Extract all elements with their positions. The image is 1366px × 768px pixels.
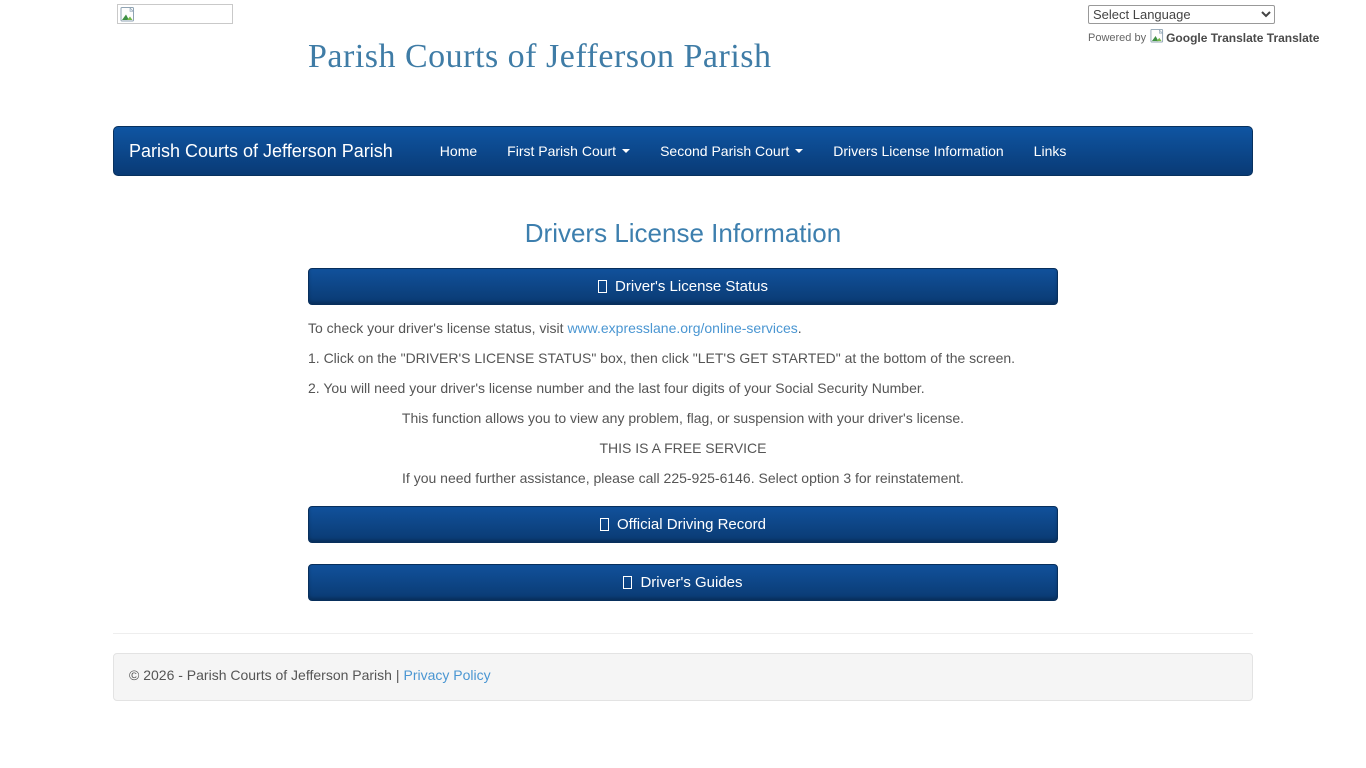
drivers-guides-button[interactable]: Driver's Guides (308, 564, 1058, 601)
nav-item-links[interactable]: Links (1033, 143, 1067, 159)
site-title: Parish Courts of Jefferson Parish (308, 38, 772, 75)
official-driving-record-button[interactable]: Official Driving Record (308, 506, 1058, 543)
nav-item-drivers-license-information[interactable]: Drivers License Information (833, 143, 1004, 159)
navbar-brand[interactable]: Parish Courts of Jefferson Parish (129, 140, 393, 161)
copyright-text: © 2026 - Parish Courts of Jefferson Parish | (129, 667, 400, 683)
google-translate-attribution-link[interactable]: Google Translate Translate (1166, 30, 1320, 45)
main-navbar (113, 126, 1253, 176)
expresslane-link[interactable]: www.expresslane.org/online-services (567, 320, 798, 336)
logo-image-placeholder (117, 4, 233, 24)
caret-down-icon (622, 149, 630, 153)
footer (113, 653, 1253, 701)
powered-by-label: Powered by (1088, 31, 1147, 44)
google-translate-widget (1088, 5, 1333, 46)
broken-image-icon (120, 7, 135, 22)
main-content (308, 218, 1058, 601)
footer-divider (113, 633, 1253, 634)
drivers-license-status-button[interactable]: Driver's License Status (308, 268, 1058, 305)
intro-paragraph: To check your driver's license status, visit www.expresslane.org/online-services. (308, 320, 802, 336)
missing-glyph-tofu-icon (598, 280, 607, 293)
nav-item-first-parish-court[interactable]: First Parish Court (492, 127, 645, 175)
free-service-note: THIS IS A FREE SERVICE (599, 440, 767, 456)
broken-image-icon (1150, 29, 1164, 46)
nav-item-second-parish-court[interactable]: Second Parish Court (645, 127, 818, 175)
header (113, 0, 1320, 126)
assistance-note: If you need further assistance, please call 225-925-6146. Select option 3 for reinstatement. (402, 470, 964, 486)
navbar-links (425, 127, 1082, 175)
privacy-policy-link[interactable]: Privacy Policy (403, 667, 491, 683)
nav-item-home[interactable]: Home (439, 143, 478, 159)
function-note: This function allows you to view any problem, flag, or suspension with your driver's license. (401, 410, 965, 426)
missing-glyph-tofu-icon (600, 518, 609, 531)
language-select[interactable] (1088, 5, 1275, 24)
instruction-step-1: 1. Click on the "DRIVER'S LICENSE STATUS" box, then click "LET'S GET STARTED" at the bottom of the screen. (308, 350, 1016, 366)
instruction-step-2: 2. You will need your driver's license number and the last four digits of your Social Security Number. (308, 380, 925, 396)
caret-down-icon (795, 149, 803, 153)
missing-glyph-tofu-icon (623, 576, 632, 589)
page-title: Drivers License Information (524, 218, 842, 248)
